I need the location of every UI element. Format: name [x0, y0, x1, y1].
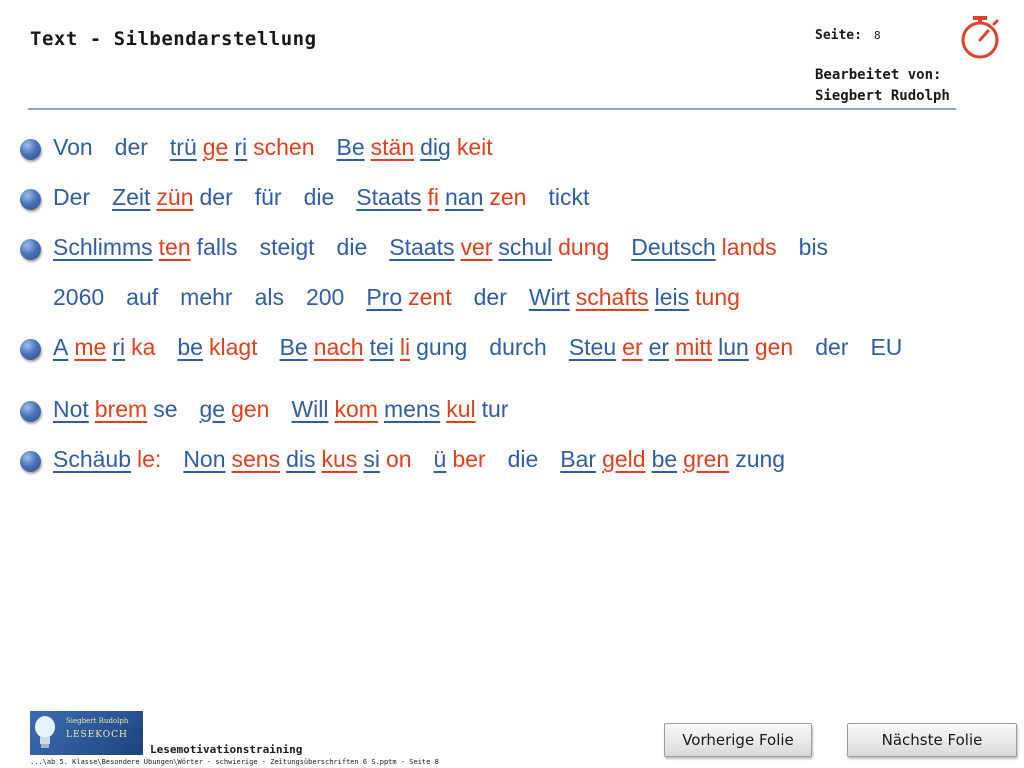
- syllable: mehr: [180, 284, 233, 310]
- word: [53, 284, 104, 311]
- word: [200, 396, 270, 423]
- word: [337, 234, 368, 261]
- logo-author: Siegbert Rudolph: [66, 717, 129, 725]
- syllable: Wirt: [528, 284, 570, 310]
- syllable: lun: [718, 334, 749, 360]
- syllable: Staats: [356, 184, 422, 210]
- syllable: gren: [683, 446, 730, 472]
- word: [870, 334, 902, 361]
- previous-slide-button[interactable]: Vorherige Folie: [664, 723, 812, 757]
- syllable: gen: [231, 396, 270, 422]
- syllable: der: [114, 134, 148, 160]
- syllable: zung: [735, 446, 786, 472]
- syllable: Be: [279, 334, 308, 360]
- word: [53, 134, 93, 161]
- word: [53, 234, 238, 261]
- word: [474, 284, 507, 311]
- syllable: se: [153, 396, 178, 422]
- word: [53, 446, 161, 473]
- syllable: 200: [305, 284, 345, 310]
- word: [366, 284, 451, 311]
- word: [177, 334, 257, 361]
- syllable: Not: [53, 396, 89, 422]
- word: [569, 334, 793, 361]
- word: [170, 134, 315, 161]
- word: [53, 396, 178, 423]
- syllable: lands: [721, 234, 777, 260]
- syllable: be: [177, 334, 203, 360]
- syllable: steigt: [259, 234, 315, 260]
- syllable: Schäub: [53, 446, 132, 472]
- syllable: als: [254, 284, 284, 310]
- syllable: schen: [253, 134, 315, 160]
- logo-brand: LESEKOCH: [66, 730, 128, 740]
- line-words: [53, 184, 611, 211]
- syllable: kom: [334, 396, 378, 422]
- syllable: ü: [433, 446, 447, 472]
- syllable: EU: [870, 334, 903, 360]
- page-number: 8: [874, 29, 881, 42]
- syllable: zent: [408, 284, 452, 310]
- word: [434, 446, 486, 473]
- syllable: Von: [53, 134, 93, 160]
- word: [291, 396, 508, 423]
- word: [180, 284, 232, 311]
- word: [529, 284, 740, 311]
- word: [53, 184, 90, 211]
- syllable: Schlimms: [53, 234, 153, 260]
- line-words: [53, 134, 515, 161]
- word: [53, 334, 155, 361]
- word: [815, 334, 848, 361]
- word: [183, 446, 411, 473]
- word: [112, 184, 233, 211]
- syllable: Deutsch: [631, 234, 716, 260]
- lightbulb-icon: [34, 715, 56, 751]
- syllable: tickt: [548, 184, 590, 210]
- syllable: tur: [481, 396, 509, 422]
- footer-label: Lesemotivationstraining: [150, 743, 303, 756]
- syllable: ber: [452, 446, 486, 472]
- syllable: kul: [446, 396, 476, 422]
- word: [304, 184, 335, 211]
- word: [508, 446, 539, 473]
- syllable: Steu: [568, 334, 617, 360]
- bullet-icon: [20, 451, 41, 472]
- syllable: durch: [489, 334, 547, 360]
- word: [631, 234, 776, 261]
- syllable: nach: [313, 334, 364, 360]
- syllable: tung: [695, 284, 740, 310]
- syllable: zün: [156, 184, 194, 210]
- word: [280, 334, 468, 361]
- syllable: le:: [137, 446, 162, 472]
- word: [126, 284, 158, 311]
- line-words: [53, 446, 807, 473]
- bullet-icon: [20, 401, 41, 422]
- syllable: der: [473, 284, 507, 310]
- page-title: Text - Silbendarstellung: [30, 28, 317, 50]
- syllable: ri: [234, 134, 248, 160]
- author-name: Siegbert Rudolph: [815, 88, 950, 104]
- word: [306, 284, 344, 311]
- word: [337, 134, 493, 161]
- syllable: ten: [158, 234, 191, 260]
- syllable: Pro: [366, 284, 403, 310]
- word: [548, 184, 589, 211]
- syllable: trü: [169, 134, 197, 160]
- syllable: bis: [798, 234, 829, 260]
- word: [356, 184, 526, 211]
- syllable: ge: [199, 396, 226, 422]
- syllable: Bar: [560, 446, 597, 472]
- syllable: kus: [321, 446, 358, 472]
- file-path: ...\ab 5. Klasse\Besondere Übungen\Wörter - schwierige - Zeitungsüberschriften 6 S.pptm - Seite 8: [30, 758, 439, 766]
- lesekoch-logo: [30, 711, 143, 755]
- syllable: gen: [754, 334, 794, 360]
- line-words: [53, 284, 762, 311]
- bullet-icon: [20, 239, 41, 260]
- syllable: schul: [498, 234, 553, 260]
- syllable: auf: [126, 284, 159, 310]
- line-words: [53, 396, 530, 423]
- word: [255, 284, 284, 311]
- word: [489, 334, 547, 361]
- word: [389, 234, 609, 261]
- syllable: stän: [370, 134, 415, 160]
- syllable: mens: [383, 396, 441, 422]
- page-number-label: Seite:: [815, 28, 862, 43]
- syllable: tei: [369, 334, 394, 360]
- syllable: die: [507, 446, 539, 472]
- syllable: Non: [183, 446, 226, 472]
- syllable: mitt: [675, 334, 713, 360]
- bullet-icon: [20, 189, 41, 210]
- syllable: für: [254, 184, 282, 210]
- syllable: on: [385, 446, 412, 472]
- syllable: ri: [112, 334, 126, 360]
- syllable: li: [399, 334, 411, 360]
- word: [560, 446, 785, 473]
- syllable: dis: [286, 446, 316, 472]
- syllable: leis: [654, 284, 690, 310]
- syllable: klagt: [208, 334, 258, 360]
- line-words: [53, 234, 850, 261]
- syllable: brem: [94, 396, 148, 422]
- syllable: ver: [460, 234, 493, 260]
- syllable: be: [651, 446, 678, 472]
- bullet-icon: [20, 339, 41, 360]
- line-words: [53, 334, 924, 361]
- syllable: falls: [196, 234, 238, 260]
- syllable: keit: [456, 134, 493, 160]
- stopwatch-icon[interactable]: [958, 14, 1002, 60]
- syllable: Der: [53, 184, 91, 210]
- word: [255, 184, 282, 211]
- syllable: der: [815, 334, 849, 360]
- syllable: sens: [231, 446, 281, 472]
- syllable: zen: [489, 184, 527, 210]
- syllable: schafts: [575, 284, 649, 310]
- syllable: die: [303, 184, 335, 210]
- syllable: A: [53, 334, 69, 360]
- syllable: er: [622, 334, 643, 360]
- syllable: Zeit: [112, 184, 151, 210]
- syllable: nan: [445, 184, 484, 210]
- edited-by-label: Bearbeitet von:: [815, 67, 942, 83]
- word: [799, 234, 828, 261]
- syllable: si: [363, 446, 380, 472]
- syllable: er: [648, 334, 670, 360]
- syllable: ge: [202, 134, 229, 160]
- syllable: Staats: [389, 234, 455, 260]
- syllable: dig: [420, 134, 451, 160]
- syllable: 2060: [53, 284, 105, 310]
- syllable: ka: [131, 334, 156, 360]
- syllable: gung: [416, 334, 468, 360]
- syllable: dung: [558, 234, 610, 260]
- syllable: Be: [336, 134, 365, 160]
- next-slide-button[interactable]: Nächste Folie: [847, 723, 1017, 757]
- bullet-icon: [20, 139, 41, 160]
- syllable: me: [74, 334, 107, 360]
- word: [260, 234, 315, 261]
- word: [115, 134, 148, 161]
- syllable: fi: [427, 184, 440, 210]
- header-divider: [28, 108, 956, 110]
- syllable: die: [336, 234, 368, 260]
- syllable: der: [199, 184, 233, 210]
- syllable: geld: [602, 446, 646, 472]
- syllable: Will: [291, 396, 329, 422]
